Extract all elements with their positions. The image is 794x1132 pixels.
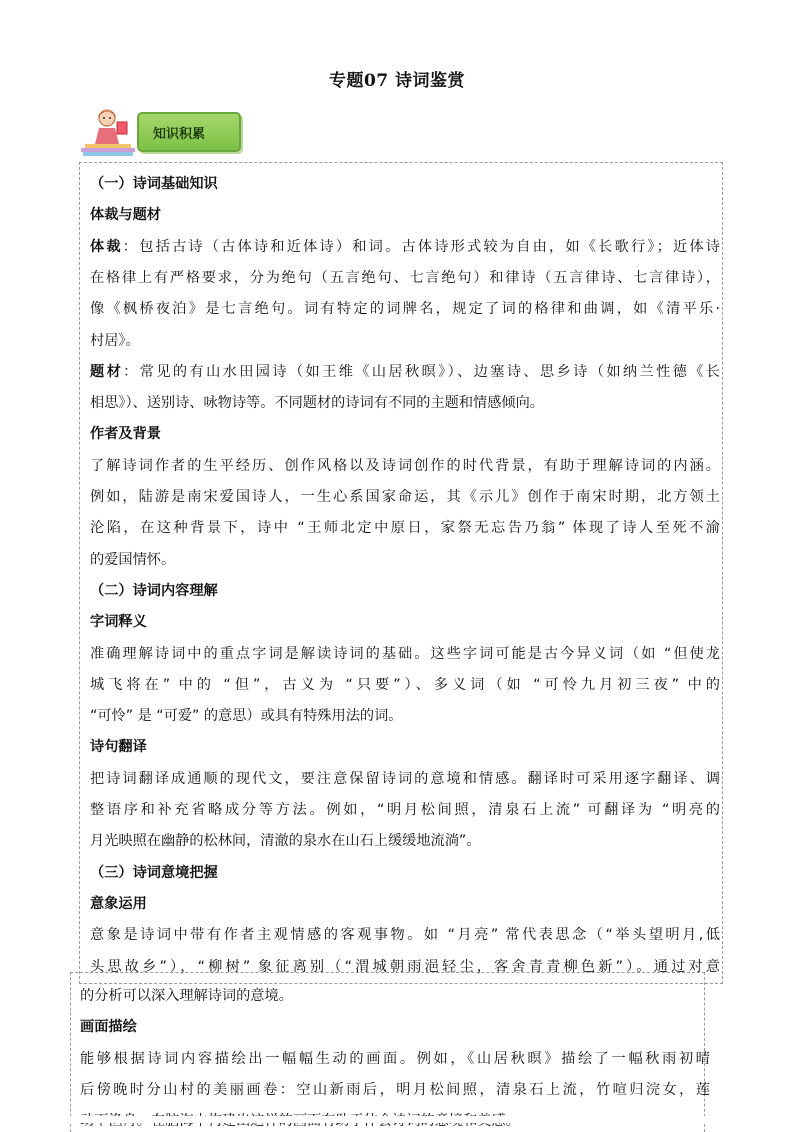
paragraph-line	[90, 518, 720, 538]
line-text: 月光映照在幽静的松林间，清澈的泉水在山石上缓缓地流淌”。	[90, 833, 481, 850]
line-text: 了解诗词作者的生平经历、创作风格以及诗词创作的时代背景，有助于理解诗词的内涵。	[90, 457, 720, 474]
paragraph-line	[90, 362, 720, 382]
paragraph-line	[90, 331, 720, 351]
paragraph-line	[90, 769, 720, 789]
line-text: “可怜” 是 “可爱” 的意思）或具有特殊用法的词。	[90, 708, 403, 725]
paragraph-line	[90, 237, 720, 257]
line-text: 的分析可以深入理解诗词的意境。	[80, 988, 293, 1004]
line-text: 作者及背景	[90, 426, 161, 443]
line-text: 能够根据诗词内容描绘出一幅幅生动的画面。例如，《山居秋暝》描绘了一幅秋雨初晴	[80, 1050, 710, 1067]
line-text: 后傍晚时分山村的美丽画卷：空山新雨后，明月松间照，清泉石上流，竹喧归浣女，莲	[80, 1081, 710, 1098]
line-text: （三）诗词意境把握	[90, 864, 218, 881]
line-text: ：常见的有山水田园诗（如王维《山居秋暝》）、边塞诗、思乡诗（如纳兰性德《长	[123, 363, 720, 380]
paragraph-line	[90, 456, 720, 476]
line-text: 诗句翻译	[90, 739, 147, 756]
line-text: 字词释义	[90, 614, 147, 631]
section-heading	[90, 424, 720, 444]
section-heading	[90, 863, 720, 883]
paragraph-line	[90, 706, 720, 726]
section-heading	[80, 1017, 710, 1037]
section-heading	[90, 612, 720, 632]
paragraph-line	[80, 986, 710, 1006]
line-text: 体裁与题材	[90, 207, 161, 224]
paragraph-line	[90, 550, 720, 570]
section-heading	[90, 205, 720, 225]
line-text: 意象运用	[90, 895, 147, 912]
paragraph-line	[90, 800, 720, 820]
term-label: 题材	[90, 363, 124, 380]
line-text: 城飞将在” 中的 “但”，古义为 “只要”）、多义词（如 “可怜九月初三夜” 中的	[90, 676, 720, 693]
line-text: 头思故乡”），“柳树” 象征离别（“渭城朝雨浥轻尘，客舍青青柳色新”）。通过对意	[90, 958, 720, 975]
section-heading	[90, 737, 720, 757]
line-text: 整语序和补充省略成分等方法。例如，“明月松间照，清泉石上流” 可翻译为 “明亮的	[90, 802, 720, 818]
term-label: 体裁	[90, 238, 123, 255]
paragraph-line	[90, 487, 720, 507]
line-text: ：包括古诗（古体诗和近体诗）和词。古体诗形式较为自由，如《长歌行》；近体诗	[122, 238, 720, 255]
line-text: 意象是诗词中带有作者主观情感的客观事物。如 “月亮” 常代表思念（“举头望明月,低	[90, 927, 720, 944]
page-title: 专题07 诗词鉴赏	[328, 71, 466, 91]
line-text: （一）诗词基础知识	[90, 176, 218, 192]
paragraph-line	[90, 393, 720, 413]
line-text: 画面描绘	[80, 1019, 137, 1036]
paragraph-line	[90, 675, 720, 695]
paragraph-line	[80, 1049, 710, 1069]
line-text: 把诗词翻译成通顺的现代文，要注意保留诗词的意境和情感。翻译时可采用逐字翻译、调	[90, 770, 720, 787]
paragraph-line	[80, 1080, 710, 1100]
section-heading	[90, 894, 720, 914]
section-heading	[90, 174, 720, 194]
paragraph-line	[90, 268, 720, 288]
line-text: 的爱国情怀。	[90, 551, 176, 568]
line-text: 像《枫桥夜泊》是七言绝句。词有特定的词牌名，规定了词的格律和曲调，如《清平乐·	[90, 301, 720, 318]
section-heading	[90, 581, 720, 601]
paragraph-line	[90, 831, 720, 851]
paragraph-line	[90, 299, 720, 319]
line-text: 例如，陆游是南宋爱国诗人，一生心系国家命运，其《示儿》创作于南宋时期，北方领土	[90, 489, 720, 505]
section-header	[79, 108, 249, 158]
line-text: 在格律上有严格要求，分为绝句（五言绝句、七言绝句）和律诗（五言律诗、七言律诗），	[90, 269, 720, 286]
line-text: 准确理解诗词中的重点字词是解读诗词的基础。这些字词可能是古今异义词（如 “但使龙	[90, 645, 720, 662]
line-text: 村居》。	[90, 332, 140, 349]
paragraph-line	[90, 925, 720, 945]
line-text: 相思》）、送别诗、咏物诗等。不同题材的诗词有不同的主题和情感倾向。	[90, 395, 544, 412]
line-text: 沦陷，在这种背景下，诗中 “王师北定中原日，家祭无忘告乃翁” 体现了诗人至死不渝	[90, 520, 720, 537]
paragraph-line	[90, 644, 720, 664]
knowledge-badge: 知识积累	[137, 112, 241, 152]
paragraph-line	[90, 957, 720, 977]
line-text: （二）诗词内容理解	[90, 582, 218, 599]
reading-girl-icon	[79, 108, 137, 158]
